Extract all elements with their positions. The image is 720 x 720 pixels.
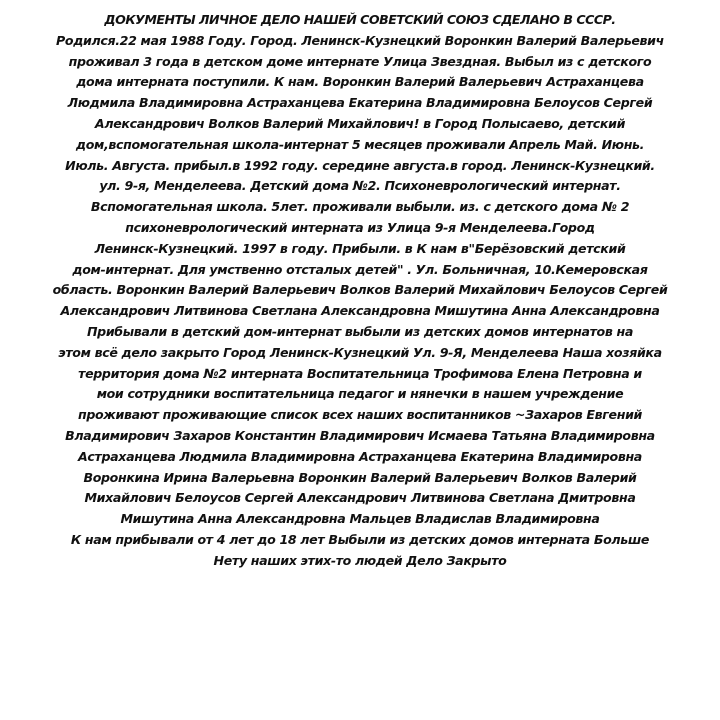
text-line: Александрович Литвинова Светлана Александровна Мишутина Анна Александровна bbox=[60, 303, 660, 319]
text-line: мои сотрудники воспитательница педагог и нянечки в нашем учреждение bbox=[96, 386, 624, 402]
text-line: Александрович Волков Валерий Михайлович! в Город Полысаево, детский bbox=[94, 115, 626, 131]
text-line: дома интерната поступили. К нам. Воронкин Валерий Валерьевич Астраханцева bbox=[76, 74, 644, 90]
text-line: психоневрологический интерната из Улица 9-я Менделеева.Город bbox=[125, 219, 595, 235]
text-line: Воронкина Ирина Валерьевна Воронкин Валерий Валерьевич Волков Валерий bbox=[83, 469, 637, 485]
text-line: область. Воронкин Валерий Валерьевич Волков Валерий Михайлович Белоусов Сергей bbox=[52, 282, 668, 298]
text-line: Людмила Владимировна Астраханцева Екатерина Владимировна Белоусов Сергей bbox=[67, 95, 653, 111]
text-line: Астраханцева Людмила Владимировна Астраханцева Екатерина Владимировна bbox=[78, 448, 642, 464]
text-line: Нету наших этих-то людей Дело Закрыто bbox=[213, 552, 507, 568]
text-line: этом всё дело закрыто Город Ленинск-Кузнецкий Ул. 9-Я, Менделеева Наша хозяйка bbox=[58, 344, 662, 360]
text-line: Родился.22 мая 1988 Году. Город. Ленинск-Кузнецкий Воронкин Валерий Валерьевич bbox=[56, 32, 664, 48]
text-line: К нам прибывали от 4 лет до 18 лет Выбыли из детских домов интерната Больше bbox=[70, 531, 650, 547]
text-line: ул. 9-я, Менделеева. Детский дома №2. Психоневрологический интернат. bbox=[99, 178, 621, 194]
document-title: ДОКУМЕНТЫ ЛИЧНОЕ ДЕЛО НАШЕЙ СОВЕТСКИЙ СОЮЗ СДЕЛАНО В СССР. bbox=[104, 12, 616, 27]
document-page bbox=[0, 10, 720, 572]
text-line: территория дома №2 интерната Воспитательница Трофимова Елена Петровна и bbox=[78, 365, 642, 381]
text-line: Михайлович Белоусов Сергей Александрович Литвинова Светлана Дмитровна bbox=[84, 490, 636, 506]
text-line: Вспомогательная школа. 5лет. проживали выбыли. из. с детского дома № 2 bbox=[90, 199, 630, 215]
text-line: Июль. Августа. прибыл.в 1992 году. середине августа.в город. Ленинск-Кузнецкий. bbox=[65, 157, 655, 173]
text-line: проживают проживающие список всех наших воспитанников ~Захаров Евгений bbox=[77, 407, 643, 423]
text-line: Владимирович Захаров Константин Владимирович Исмаева Татьяна Владимировна bbox=[65, 427, 655, 443]
text-line: дом,вспомогательная школа-интернат 5 месяцев проживали Апрель Май. Июнь. bbox=[75, 136, 645, 152]
text-line: Мишутина Анна Александровна Мальцев Владислав Владимировна bbox=[120, 511, 600, 527]
text-line: Ленинск-Кузнецкий. 1997 в году. Прибыли. в К нам в"Берёзовский детский bbox=[94, 240, 626, 256]
text-line: проживал 3 года в детском доме интернате Улица Звездная. Выбыл из с детского bbox=[68, 53, 652, 69]
text-line: Прибывали в детский дом-интернат выбыли из детских домов интернатов на bbox=[86, 323, 634, 339]
text-line: дом-интернат. Для умственно отсталых детей" . Ул. Больничная, 10.Кемеровская bbox=[72, 261, 648, 277]
